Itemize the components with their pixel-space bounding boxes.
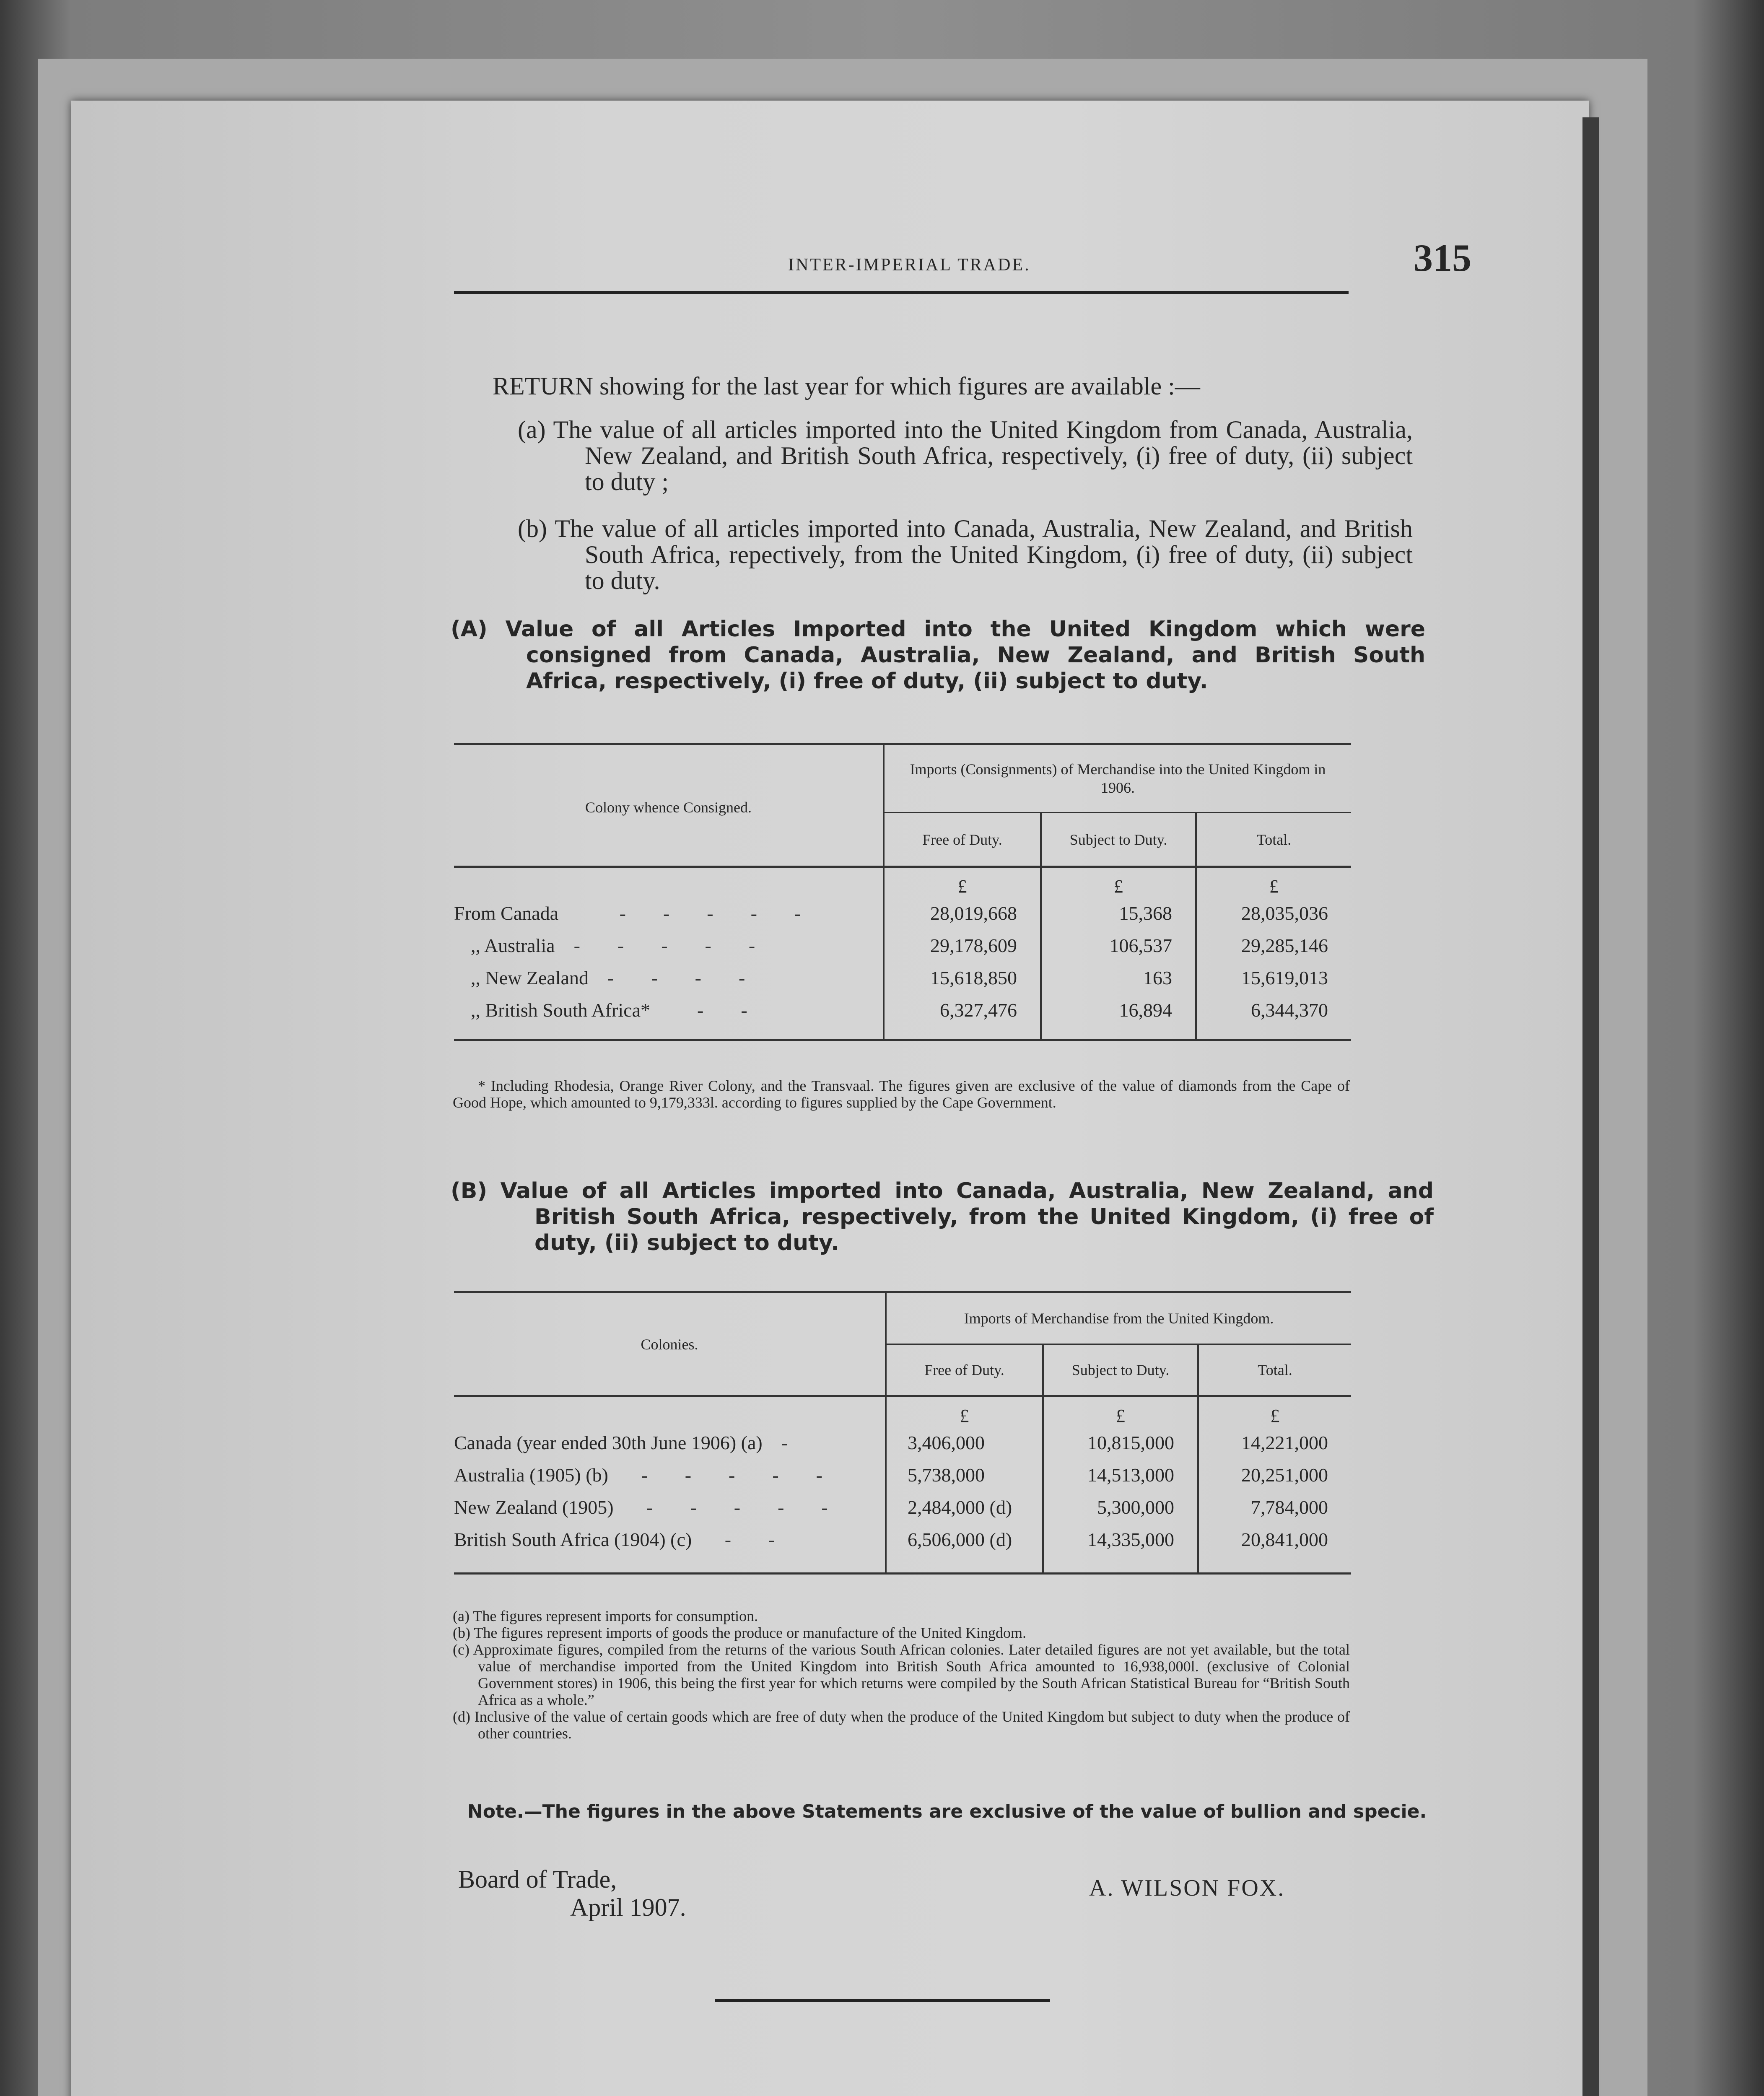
currency-symbol: £ bbox=[1041, 867, 1196, 898]
footnote-text: The figures represent imports of goods the produce or manufacture of the United Kingdom. bbox=[474, 1624, 1026, 1641]
col-header-colony: Colony whence Consigned. bbox=[454, 744, 884, 867]
leader-dots: - - - - bbox=[593, 967, 755, 988]
item-text: The value of all articles imported into Canada, Australia, New Zealand, and British South Africa, repectively, from the United Kingdom, (i) free of duty, (ii) subject to duty. bbox=[555, 515, 1413, 594]
cell-total: 15,619,013 bbox=[1196, 962, 1351, 994]
section-title-text: Value of all Articles Imported into the United Kingdom which were consigned from Canada, Australia, New Zealand, and British South Africa, respectively, (i) free of duty, (ii) subject to duty. bbox=[505, 617, 1425, 694]
return-heading: RETURN showing for the last year for which figures are available :— bbox=[493, 372, 1200, 400]
cell-subject: 5,300,000 bbox=[1043, 1491, 1198, 1523]
cell-subject: 10,815,000 bbox=[1043, 1427, 1198, 1459]
cell-free: 6,506,000 (d) bbox=[886, 1523, 1043, 1574]
footnote-text: The figures represent imports for consumption. bbox=[473, 1608, 758, 1624]
leader-dots: - - - - - bbox=[563, 903, 810, 924]
cell-total: 6,344,370 bbox=[1196, 994, 1351, 1040]
row-label bbox=[454, 1459, 886, 1491]
currency-symbol: £ bbox=[1196, 867, 1351, 898]
table-row bbox=[454, 1523, 1351, 1574]
table-row bbox=[454, 929, 1351, 962]
col-header-subject: Subject to Duty. bbox=[1043, 1344, 1198, 1396]
return-item-a bbox=[518, 417, 1413, 495]
cell-free: 5,738,000 bbox=[886, 1459, 1043, 1491]
row-label bbox=[454, 897, 884, 929]
cell-total: 28,035,036 bbox=[1196, 897, 1351, 929]
footnote bbox=[453, 1624, 1350, 1641]
signoff-signature: A. WILSON FOX. bbox=[1089, 1875, 1285, 1901]
row-label bbox=[454, 1491, 886, 1523]
table-row bbox=[454, 1459, 1351, 1491]
col-header-total: Total. bbox=[1196, 813, 1351, 867]
leader-dots: - - bbox=[655, 999, 757, 1021]
row-label-text: Australia (1905) (b) bbox=[454, 1464, 608, 1486]
section-marker: (B) bbox=[451, 1178, 488, 1204]
cell-free: 28,019,668 bbox=[884, 897, 1041, 929]
currency-symbol: £ bbox=[1043, 1396, 1198, 1427]
return-item-b bbox=[518, 516, 1413, 594]
note: Note.—The figures in the above Statements are exclusive of the value of bullion and specie. bbox=[467, 1801, 1427, 1822]
cell-subject: 14,335,000 bbox=[1043, 1523, 1198, 1574]
currency-symbol: £ bbox=[884, 867, 1041, 898]
col-header-subject: Subject to Duty. bbox=[1041, 813, 1196, 867]
footnote-marker: (d) bbox=[453, 1708, 470, 1725]
spacer-cell bbox=[454, 867, 884, 898]
cell-subject: 14,513,000 bbox=[1043, 1459, 1198, 1491]
cell-free: 29,178,609 bbox=[884, 929, 1041, 962]
table-row bbox=[454, 994, 1351, 1040]
footnotes-b bbox=[453, 1608, 1350, 1742]
table-row bbox=[454, 1491, 1351, 1523]
row-label-text: ,, British South Africa* bbox=[471, 999, 651, 1021]
spacer-cell bbox=[454, 1396, 886, 1427]
cell-free: 15,618,850 bbox=[884, 962, 1041, 994]
section-marker: (A) bbox=[451, 617, 488, 642]
footnote-a: * Including Rhodesia, Orange River Colony, and the Transvaal. The figures given are exclusive of the value of diamonds from the Cape of Good Hope, which amounted to 9,179,333l. according to figures supplied by the Cape Government. bbox=[453, 1077, 1350, 1111]
table-a bbox=[454, 743, 1351, 1041]
row-label-text: Canada (year ended 30th June 1906) (a) bbox=[454, 1432, 763, 1453]
section-b-title bbox=[451, 1178, 1434, 1256]
row-label bbox=[454, 1523, 886, 1574]
cell-free: 6,327,476 bbox=[884, 994, 1041, 1040]
row-label bbox=[454, 929, 884, 962]
page-number: 315 bbox=[1414, 236, 1471, 279]
item-text: The value of all articles imported into the United Kingdom from Canada, Australia, New Zealand, and British South Africa, respectively, (i) free of duty, (ii) subject to duty ; bbox=[553, 416, 1413, 495]
cell-subject: 16,894 bbox=[1041, 994, 1196, 1040]
leader-dots: - - - - - bbox=[618, 1497, 837, 1518]
row-label-text: New Zealand (1905) bbox=[454, 1497, 614, 1518]
table-row bbox=[454, 962, 1351, 994]
leader-dots: - - - - - bbox=[613, 1464, 832, 1486]
cell-total: 20,251,000 bbox=[1198, 1459, 1351, 1491]
signoff-office: Board of Trade, bbox=[458, 1865, 617, 1893]
col-header-free: Free of Duty. bbox=[886, 1344, 1043, 1396]
cell-subject: 163 bbox=[1041, 962, 1196, 994]
currency-symbol: £ bbox=[1198, 1396, 1351, 1427]
row-label bbox=[454, 962, 884, 994]
cell-subject: 106,537 bbox=[1041, 929, 1196, 962]
cell-total: 20,841,000 bbox=[1198, 1523, 1351, 1574]
leader-dots: - - bbox=[696, 1529, 784, 1550]
footnote-text: Inclusive of the value of certain goods which are free of duty when the produce of the United Kingdom but subject to duty when the produce of other countries. bbox=[474, 1708, 1350, 1742]
row-label bbox=[454, 994, 884, 1040]
footnote-marker: (b) bbox=[453, 1624, 470, 1641]
row-label-text: British South Africa (1904) (c) bbox=[454, 1529, 692, 1550]
section-a-title bbox=[451, 616, 1425, 694]
page-edge bbox=[1582, 117, 1599, 2096]
footnote-marker: (a) bbox=[453, 1608, 470, 1624]
leader-dots: - - - - - bbox=[560, 935, 765, 956]
cell-free: 2,484,000 (d) bbox=[886, 1491, 1043, 1523]
currency-symbol: £ bbox=[886, 1396, 1043, 1427]
table-row bbox=[454, 897, 1351, 929]
section-title-text: Value of all Articles imported into Canada, Australia, New Zealand, and British South Africa, respectively, from the United Kingdom, (i) free of duty, (ii) subject to duty. bbox=[500, 1178, 1434, 1256]
footnote bbox=[453, 1608, 1350, 1624]
col-header-free: Free of Duty. bbox=[884, 813, 1041, 867]
signoff-date: April 1907. bbox=[570, 1894, 686, 1921]
row-label-text: From Canada bbox=[454, 903, 559, 924]
footnote bbox=[453, 1708, 1350, 1742]
col-header-total: Total. bbox=[1198, 1344, 1351, 1396]
header-rule bbox=[454, 291, 1349, 294]
cell-total: 7,784,000 bbox=[1198, 1491, 1351, 1523]
item-marker: (b) bbox=[518, 515, 547, 542]
cell-free: 3,406,000 bbox=[886, 1427, 1043, 1459]
cell-subject: 15,368 bbox=[1041, 897, 1196, 929]
group-header: Imports of Merchandise from the United Kingdom. bbox=[886, 1292, 1351, 1344]
group-header: Imports (Consignments) of Merchandise into the United Kingdom in 1906. bbox=[884, 744, 1351, 813]
closing-rule bbox=[715, 1999, 1050, 2002]
row-label-text: ,, Australia bbox=[471, 935, 555, 956]
item-marker: (a) bbox=[518, 416, 546, 444]
row-label bbox=[454, 1427, 886, 1459]
table-b bbox=[454, 1291, 1351, 1575]
row-label-text: ,, New Zealand bbox=[471, 967, 589, 988]
cell-total: 14,221,000 bbox=[1198, 1427, 1351, 1459]
leader-dots: - bbox=[767, 1432, 797, 1453]
footnote-marker: (c) bbox=[453, 1641, 470, 1658]
footnote-text: Approximate figures, compiled from the returns of the various South African colonies. Later detailed figures are not yet available, but the total value of merchandise imported from the United Kingdom into British South Africa amounted to 16,938,000l. (exclusive of Colonial Government stores) in 1906, this being the first year for which returns were compiled by the South African Statistical Bureau for “British South Africa as a whole.” bbox=[473, 1641, 1350, 1708]
running-title: INTER-IMPERIAL TRADE. bbox=[788, 255, 1031, 275]
cell-total: 29,285,146 bbox=[1196, 929, 1351, 962]
table-row bbox=[454, 1427, 1351, 1459]
footnote bbox=[453, 1641, 1350, 1708]
col-header-colonies: Colonies. bbox=[454, 1292, 886, 1396]
